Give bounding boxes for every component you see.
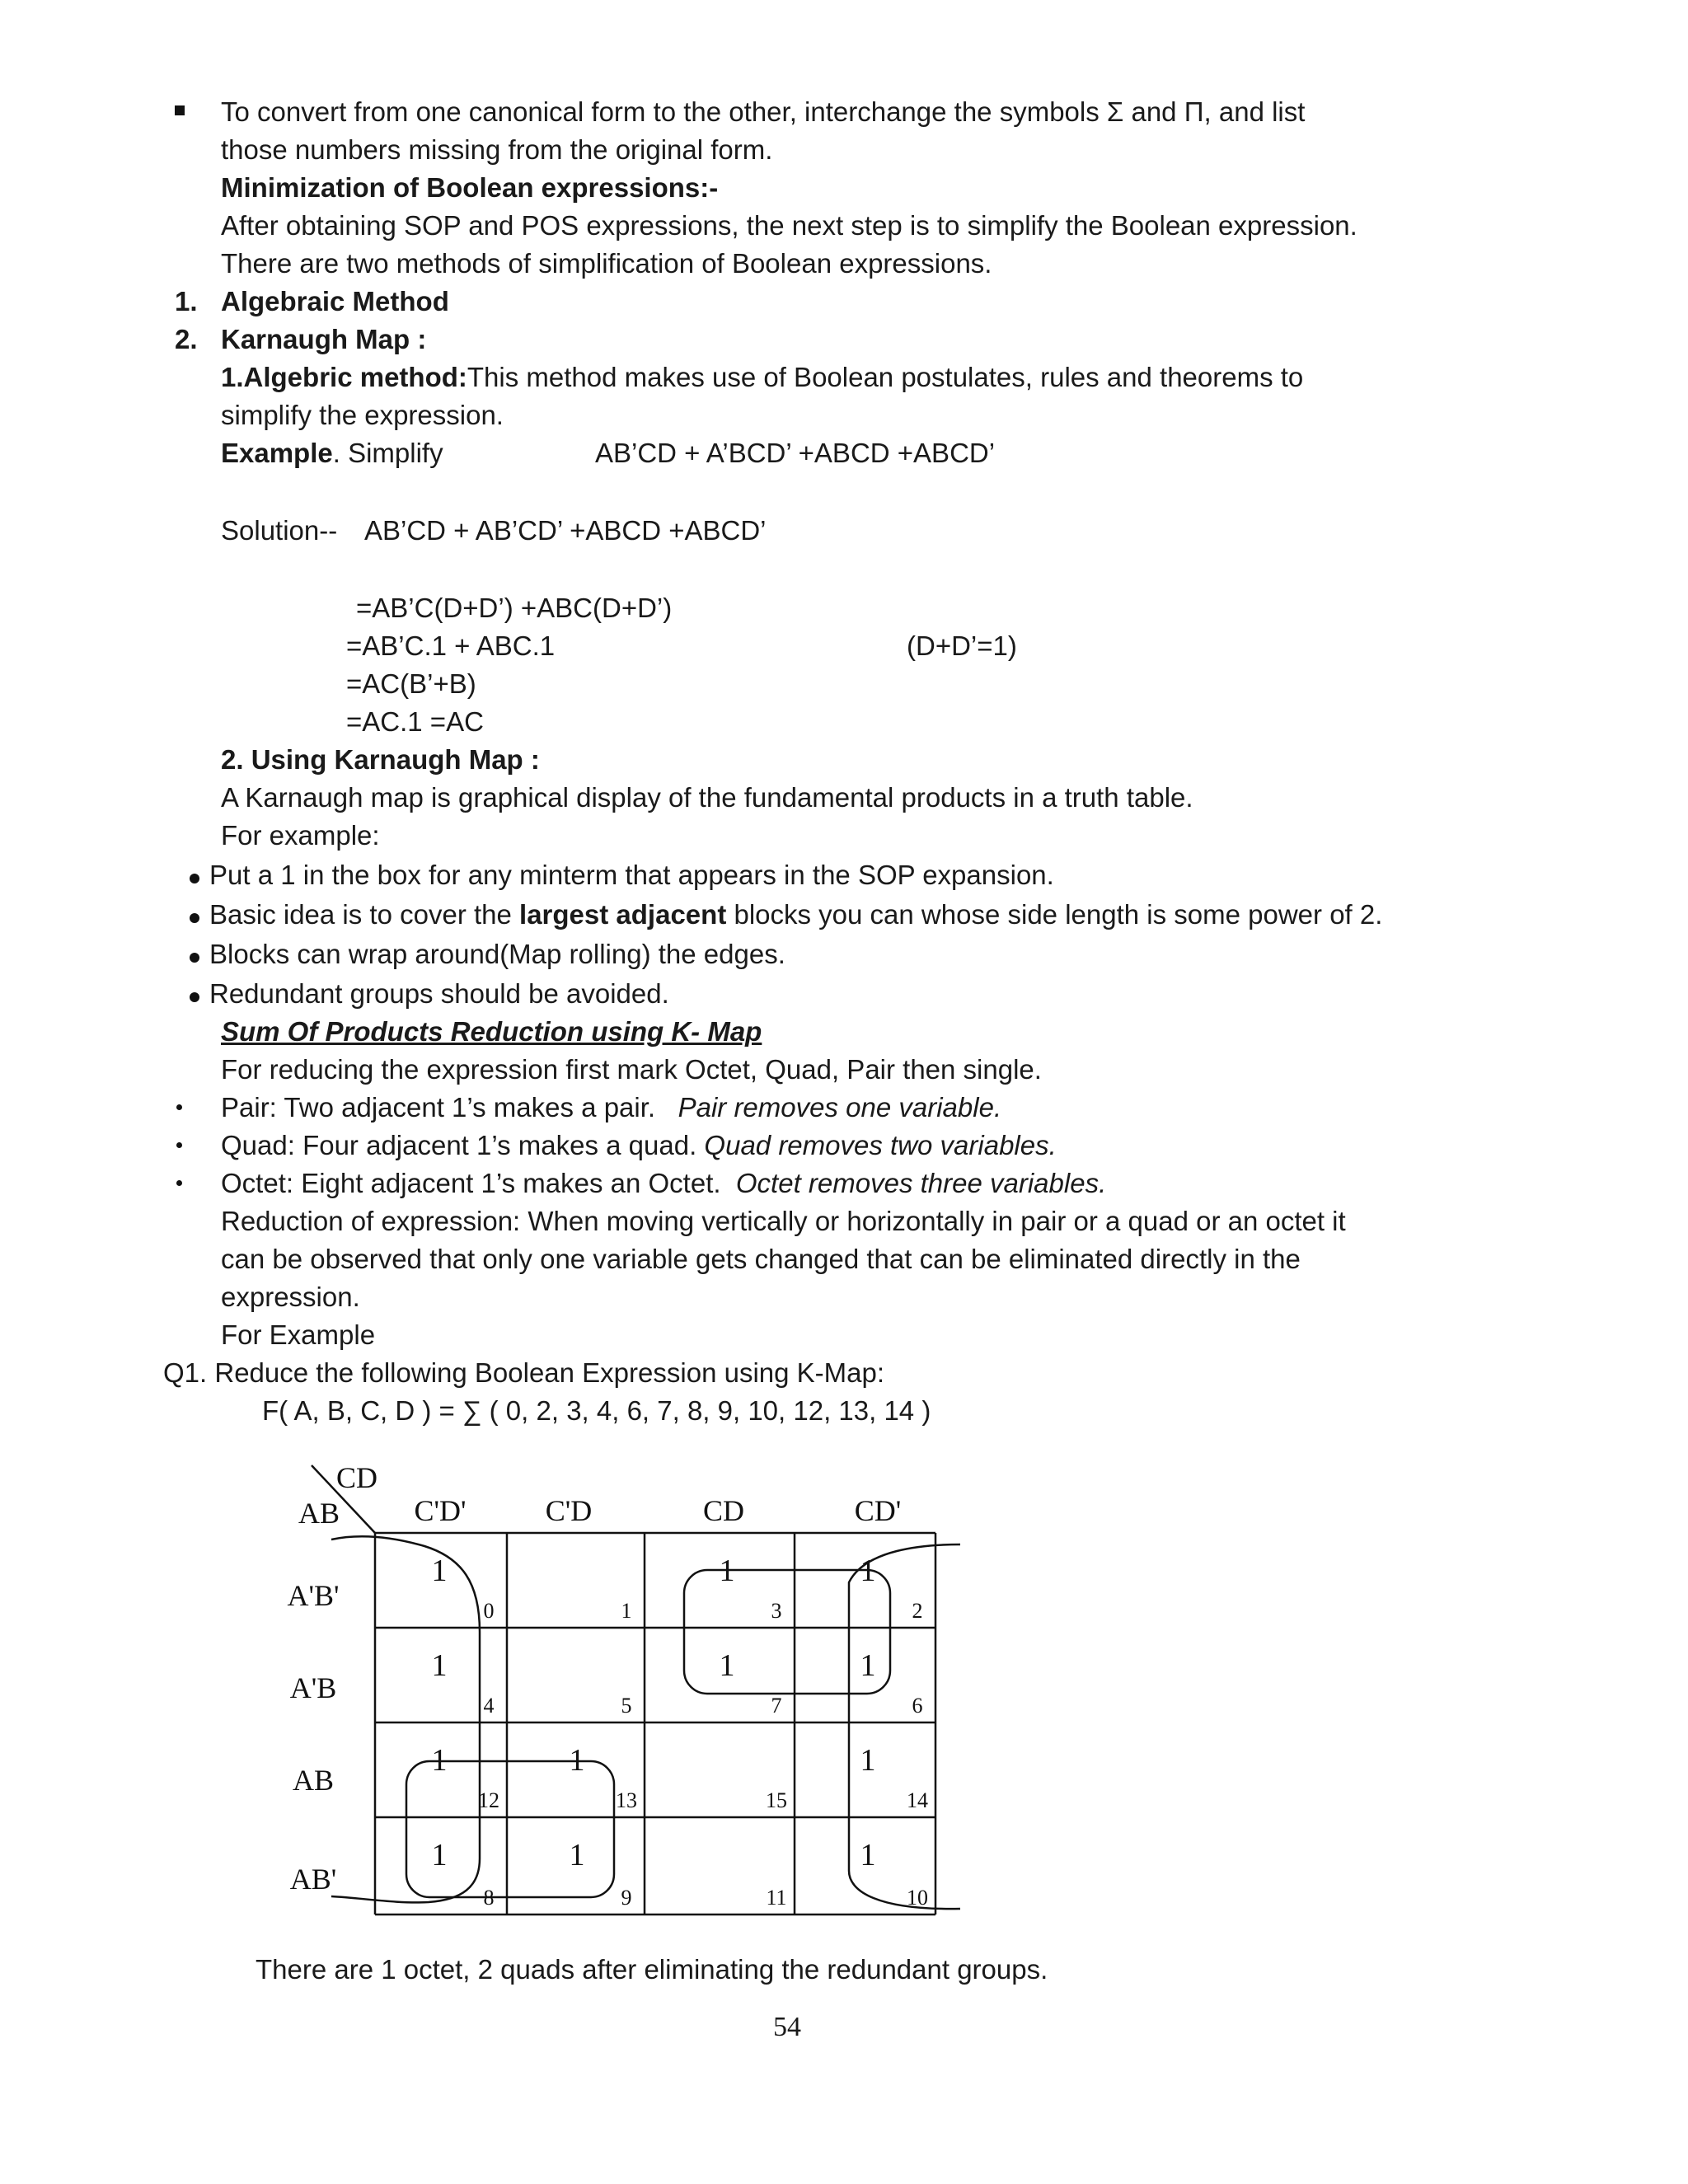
intro-para-2: There are two methods of simplification of Boolean expressions.	[221, 248, 992, 279]
kmap-grid	[312, 1465, 935, 1915]
solution-step-3: =AC(B’+B)	[346, 668, 476, 699]
kmap-cell-value: 1	[860, 1648, 876, 1683]
page-number: 54	[773, 2012, 801, 2042]
bullet-2-part-c: blocks you can whose side length is some power of 2.	[726, 899, 1383, 930]
kmap-minterm-index: 2	[912, 1599, 923, 1623]
method-label-1: Algebraic Method	[221, 286, 449, 316]
quad-definition: Quad: Four adjacent 1’s makes a quad.	[221, 1130, 697, 1160]
kmap-cell-value: 1	[719, 1554, 735, 1588]
kmap-minterm-index: 3	[771, 1599, 782, 1623]
kmap-col-header: CD	[702, 1494, 745, 1527]
example-rest: . Simplify	[332, 438, 443, 468]
kmap-row-header: A'B'	[287, 1579, 340, 1612]
solution-step-4: =AC.1 =AC	[346, 706, 484, 737]
kmap-cell-value: 1	[719, 1648, 735, 1683]
kmap-minterm-index: 5	[621, 1694, 632, 1718]
kmap-minterm-index: 14	[907, 1788, 928, 1812]
kmap-minterm-index: 9	[621, 1886, 632, 1910]
kmap-cell-value: 1	[860, 1838, 876, 1872]
method-label-2: Karnaugh Map :	[221, 324, 427, 354]
kmap-minterm-index: 6	[912, 1694, 923, 1718]
kmap-section-text-2: For example:	[221, 820, 380, 851]
solution-note: (D+D’=1)	[907, 630, 1017, 661]
kmap-cell-value: 1	[569, 1743, 585, 1778]
quad-group-bottom	[406, 1761, 614, 1897]
pair-note: Pair removes one variable.	[678, 1092, 1002, 1122]
kmap-minterm-index: 10	[907, 1886, 928, 1910]
kmap-cell-value: 1	[569, 1838, 585, 1872]
method-number-1: 1.	[175, 286, 198, 316]
reduction-line-3: expression.	[221, 1282, 360, 1312]
question-function: F( A, B, C, D ) = ∑ ( 0, 2, 3, 4, 6, 7, 8, 9, 10, 12, 13, 14 )	[262, 1395, 931, 1426]
kmap-minterm-index: 0	[483, 1599, 495, 1623]
kmap-section-text-1: A Karnaugh map is graphical display of the fundamental products in a truth table.	[221, 782, 1193, 813]
kmap-row-header: AB'	[289, 1863, 337, 1896]
solution-expression: AB’CD + AB’CD’ +ABCD +ABCD’	[364, 515, 767, 546]
intro-para-1: After obtaining SOP and POS expressions, the next step is to simplify the Boolean expression.	[221, 210, 1357, 241]
kmap-minterm-index: 7	[771, 1694, 782, 1718]
kmap-minterm-index: 1	[621, 1599, 632, 1623]
kmap-cell-value: 1	[431, 1648, 448, 1683]
corner-row-variable: AB	[298, 1497, 340, 1530]
section-heading-minimization: Minimization of Boolean expressions:-	[221, 172, 719, 203]
method-number-2: 2.	[175, 324, 198, 354]
quad-note: Quad removes two variables.	[704, 1130, 1057, 1160]
bullet-text-4: Redundant groups should be avoided.	[209, 978, 669, 1009]
example-label: Example	[221, 438, 333, 468]
kmap-minterm-index: 8	[483, 1886, 495, 1910]
quad-group-middle	[684, 1570, 890, 1694]
kmap-minterm-index: 4	[483, 1694, 495, 1718]
bullet-2-bold: largest adjacent	[519, 899, 727, 930]
solution-step-1: =AB’C(D+D’) +ABC(D+D’)	[356, 593, 673, 623]
kmap-cell-value: 1	[431, 1838, 448, 1872]
kmap-cell-value: 1	[860, 1743, 876, 1778]
intro-line-1: To convert from one canonical form to the other, interchange the symbols Σ and Π, and list	[221, 96, 1306, 127]
example-expression: AB’CD + A’BCD’ +ABCD +ABCD’	[595, 438, 996, 468]
intro-line-2: those numbers missing from the original form.	[221, 134, 773, 165]
bullet-2-part-a: Basic idea is to cover the	[209, 899, 520, 930]
kmap-minterm-index: 12	[478, 1788, 499, 1812]
kmap-cell-value: 1	[860, 1554, 876, 1588]
corner-col-variable: CD	[336, 1461, 378, 1494]
kmap-col-header: C'D'	[414, 1494, 467, 1527]
octet-note: Octet removes three variables.	[735, 1168, 1107, 1198]
kmap-row-header: AB	[292, 1764, 335, 1797]
conclusion-text: There are 1 octet, 2 quads after eliminating the redundant groups.	[256, 1954, 1048, 1985]
kmap-col-header: CD'	[854, 1494, 902, 1527]
octet-definition: Octet: Eight adjacent 1’s makes an Octet.	[221, 1168, 721, 1198]
pair-definition: Pair: Two adjacent 1’s makes a pair.	[221, 1092, 656, 1122]
reduction-line-2: can be observed that only one variable gets changed that can be eliminated directly in the	[221, 1244, 1301, 1274]
algebraic-text-2: simplify the expression.	[221, 400, 504, 430]
kmap-cell-value: 1	[431, 1743, 448, 1778]
kmap-row-header: A'B	[289, 1671, 337, 1704]
kmap-section-heading: 2. Using Karnaugh Map :	[221, 744, 540, 775]
question-label: Q1	[163, 1357, 200, 1388]
solution-step-2: =AB’C.1 + ABC.1	[346, 630, 556, 661]
algebraic-text-1: This method makes use of Boolean postulates, rules and theorems to	[467, 362, 1304, 392]
question-text: . Reduce the following Boolean Expression using K-Map:	[199, 1357, 885, 1388]
kmap-cell-value: 1	[431, 1554, 448, 1588]
kmap-col-header: C'D	[545, 1494, 593, 1527]
bullet-text-1: Put a 1 in the box for any minterm that appears in the SOP expansion.	[209, 860, 1054, 890]
kmap-minterm-index: 13	[616, 1788, 637, 1812]
bullet-text-3: Blocks can wrap around(Map rolling) the edges.	[209, 939, 785, 969]
kmap-minterm-index: 11	[766, 1886, 787, 1910]
kmap-minterm-index: 15	[766, 1788, 787, 1812]
sop-intro: For reducing the expression first mark Octet, Quad, Pair then single.	[221, 1054, 1042, 1085]
algebraic-heading: 1.Algebric method:	[221, 362, 467, 392]
for-example-label: For Example	[221, 1319, 376, 1350]
sop-heading: Sum Of Products Reduction using K- Map	[221, 1016, 762, 1047]
solution-label: Solution--	[221, 515, 338, 546]
reduction-line-1: Reduction of expression: When moving vertically or horizontally in pair or a quad or an octet it	[221, 1206, 1346, 1236]
